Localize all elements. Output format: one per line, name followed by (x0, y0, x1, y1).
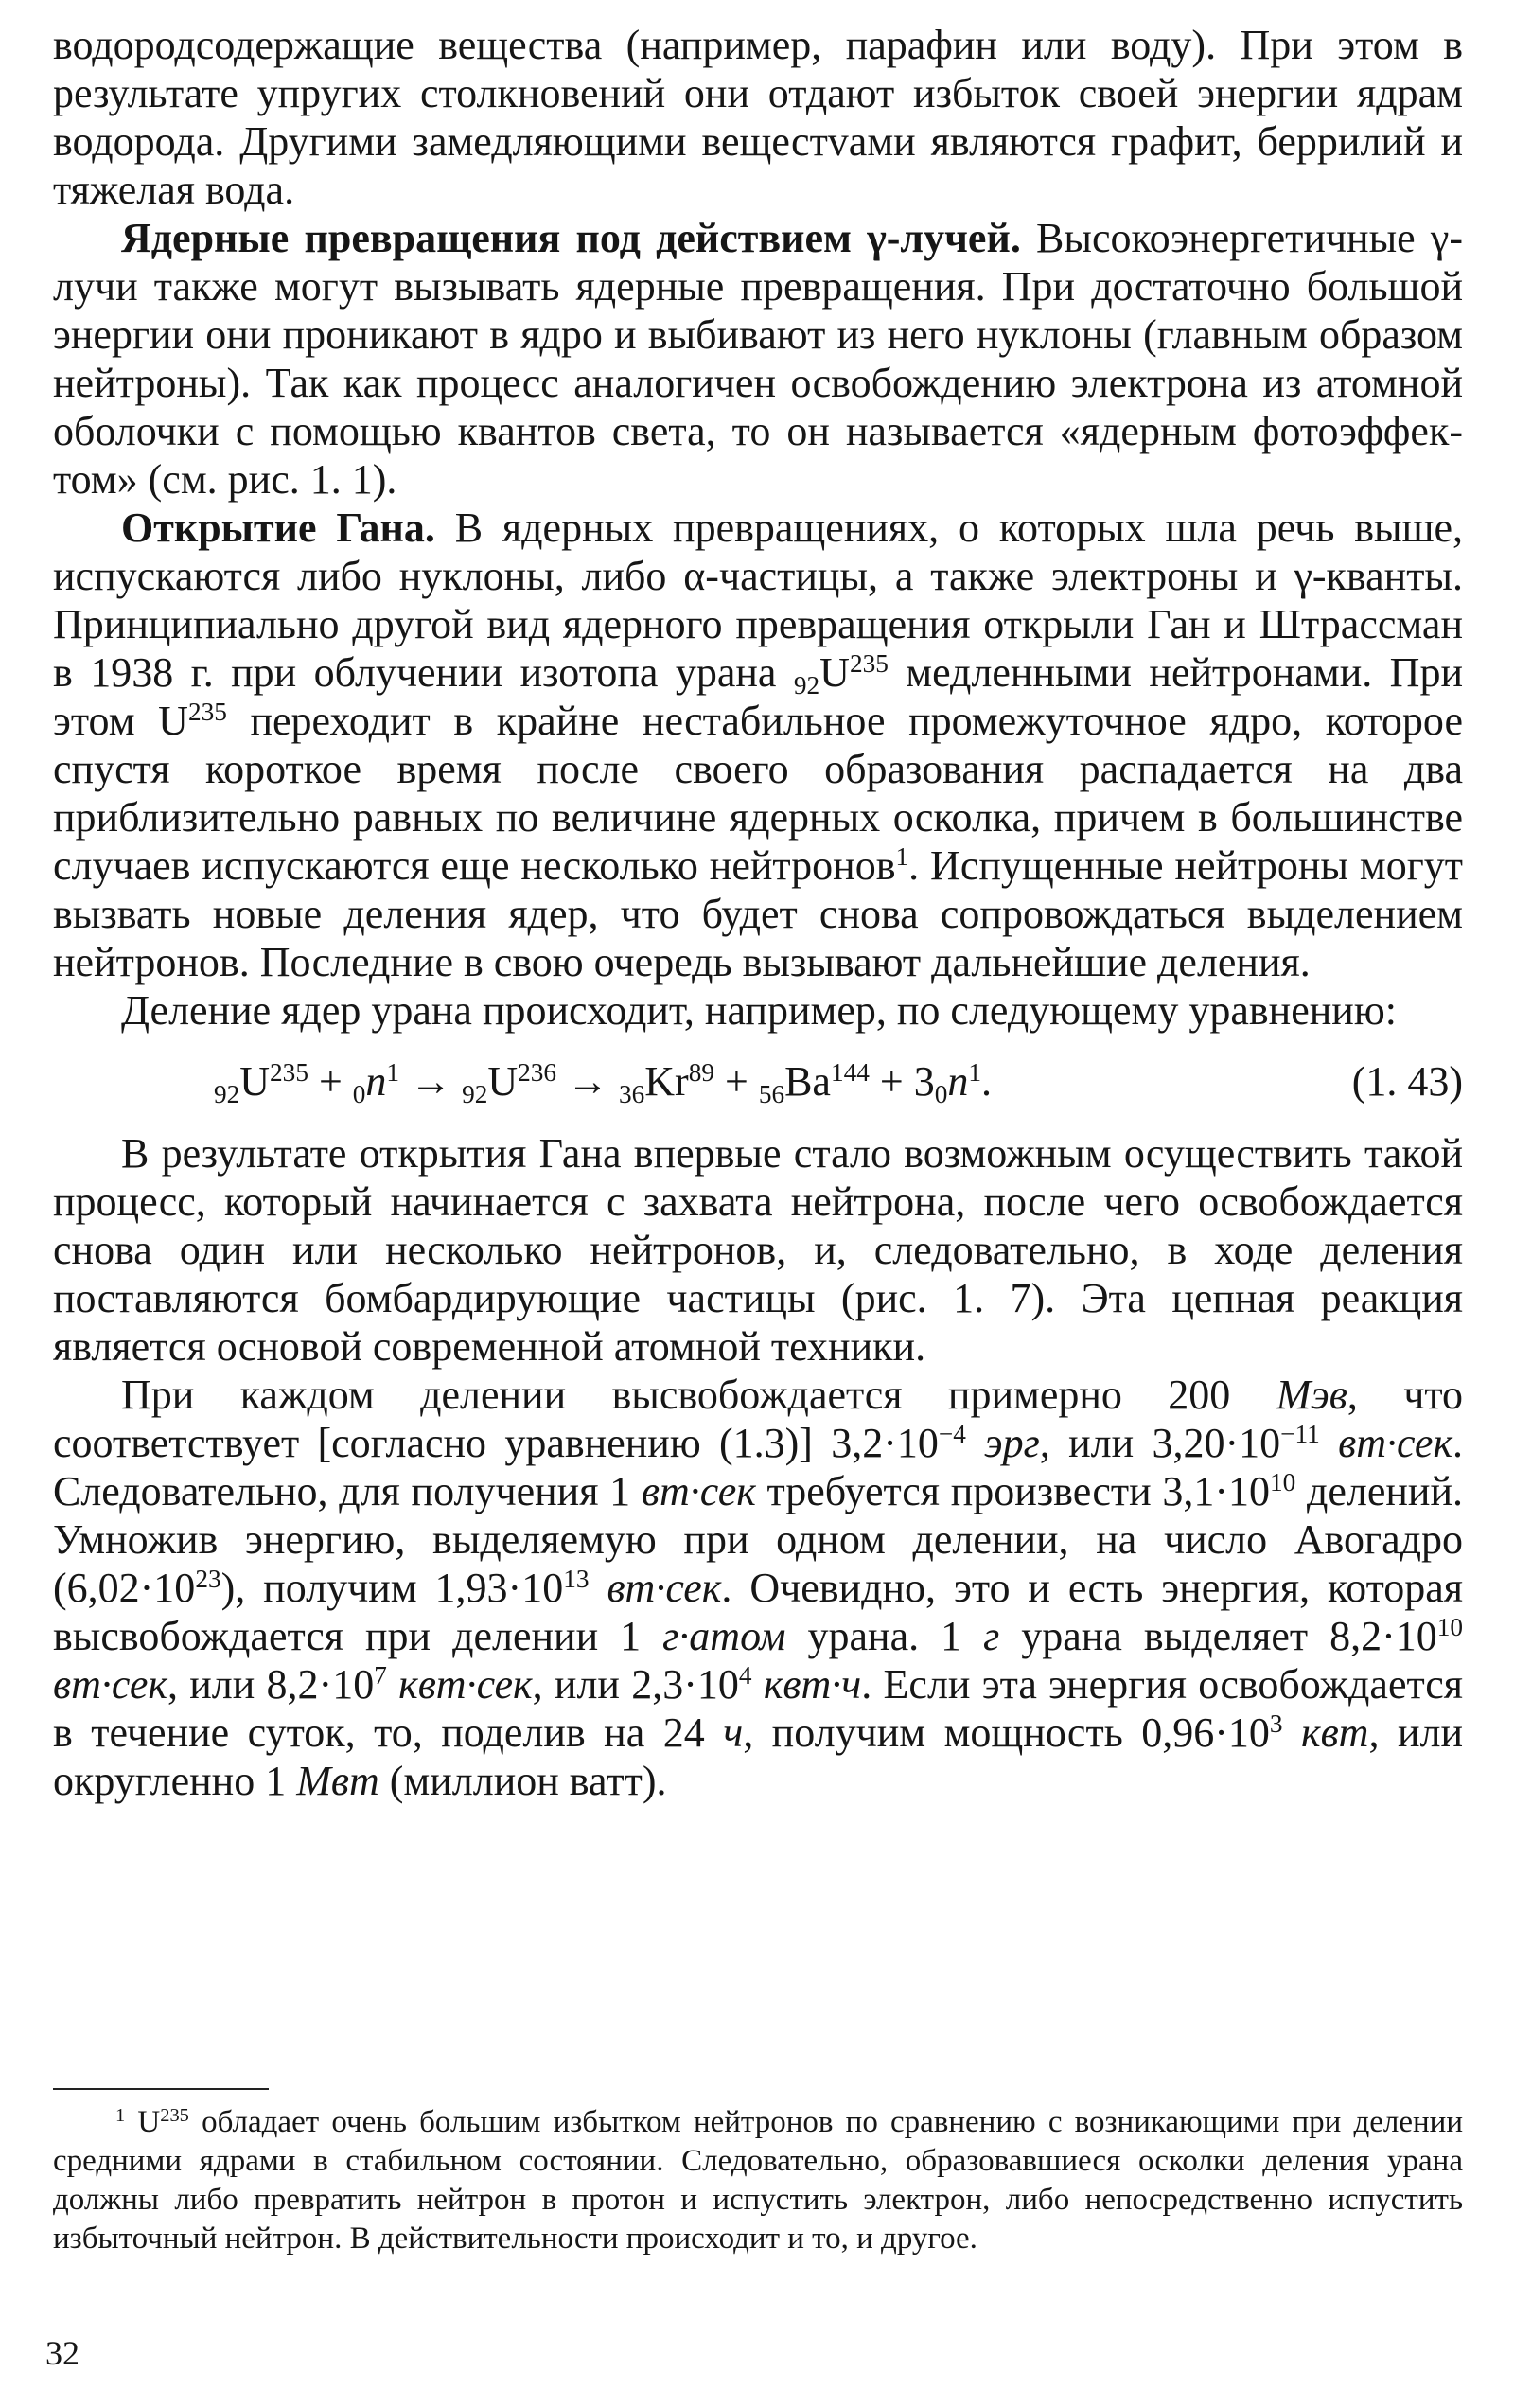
exponent: 10 (1436, 1613, 1464, 1641)
element-symbol: U (125, 2105, 161, 2139)
paragraph-text: , или 2,3·10 (532, 1661, 739, 1708)
mass-number: 144 (830, 1058, 870, 1087)
unit: г (983, 1613, 1000, 1659)
atomic-number: 0 (934, 1080, 948, 1109)
exponent: 4 (738, 1661, 752, 1690)
unit: вт·сек (1338, 1420, 1453, 1466)
paragraph-text: (миллион ватт). (378, 1758, 667, 1804)
paragraph-text: урана. 1 (785, 1613, 984, 1659)
neutron-symbol: n (365, 1058, 387, 1105)
atomic-number: 36 (619, 1080, 645, 1109)
section-heading-hahn: Открытие Гана. (121, 505, 435, 551)
unit: эрг (984, 1420, 1040, 1466)
paragraph-text: , или 3,20·10 (1039, 1420, 1281, 1466)
footnote-reference: 1 (895, 842, 909, 871)
paragraph-text: Деление ядер урана происходит, например, по следующему уравнению: (121, 987, 1397, 1034)
page-number: 32 (45, 2334, 79, 2372)
paragraph-hahn-discovery (53, 504, 1463, 986)
exponent: 3 (1269, 1709, 1283, 1738)
main-text (53, 21, 1463, 1805)
element-symbol: U (239, 1058, 271, 1105)
atomic-number: 0 (352, 1080, 366, 1109)
exponent: 23 (195, 1565, 221, 1593)
section-heading-gamma: Ядерные превращения под действием γ-лучей. (121, 215, 1021, 261)
plus-sign: + (869, 1058, 914, 1105)
plus-sign: + (308, 1058, 353, 1105)
paragraph-text: . Следовательно, для получения 1 (53, 1420, 1464, 1514)
paragraph-equation-intro (53, 986, 1463, 1035)
unit: г·атом (662, 1613, 786, 1659)
atomic-number: 92 (214, 1080, 240, 1109)
element-symbol: Ba (784, 1058, 831, 1105)
paragraph-moderators (53, 21, 1463, 214)
arrow-icon: → (556, 1058, 620, 1105)
unit: квт (1301, 1709, 1369, 1756)
mass-number: 89 (688, 1058, 714, 1087)
footnote-text (53, 2103, 1463, 2258)
equation-number: (1. 43) (1351, 1058, 1463, 1105)
atomic-number: 92 (462, 1080, 488, 1109)
footnote-marker: 1 (115, 2104, 126, 2126)
paragraph-gamma-transformations (53, 214, 1463, 504)
element-symbol: U (487, 1058, 519, 1105)
paragraph-fission-energy (53, 1371, 1463, 1805)
element-symbol: Kr (644, 1058, 689, 1105)
paragraph-text: ), получим 1,93·10 (220, 1565, 564, 1611)
paragraph-text: урана выделяет 8,2·10 (999, 1613, 1437, 1659)
plus-sign: + (713, 1058, 759, 1105)
unit: квт·сек (398, 1661, 533, 1708)
paragraph-text: Высокоэнергетичные γ-лучи также могут вызывать ядерные превращения. При достаточно большой энергии они проникают в ядро и выбивают из него нуклоны (главным образом нейтроны). Так как процесс аналогичен освобождению электрона из атомной оболочки с помощью квантов света, то он называется «ядерным фотоэффектом» (см. рис. 1. 1). (53, 215, 1464, 503)
footnote-body: обладает очень большим избытком нейтронов по сравнению с возникающими при делении средними ядрами в стабильном состоянии. Следовательно, образовавшиеся осколки деления урана должны либо превратить нейтрон в протон и испустить электрон, либо непосредственно испустить избыточный нейтрон. В действительности происходит и то, и другое. (53, 2105, 1463, 2256)
mass-number: 235 (270, 1058, 308, 1087)
exponent: −4 (938, 1420, 966, 1448)
mass-number: 1 (968, 1058, 981, 1087)
fission-equation (53, 1050, 1463, 1116)
mass-number: 235 (160, 2104, 189, 2126)
paragraph-text: водородсодержащие вещества (например, парафин или воду). При этом в результате упругих столкновений они отдают избыток своей энергии ядрам водорода. Другими замедляющими вещестvами являются графит, беррилий и тяжелая вода. (53, 22, 1463, 213)
atomic-number: 56 (758, 1080, 785, 1109)
paragraph-text: медленными нейтронами. При этом U (53, 649, 1464, 744)
arrow-icon: → (399, 1058, 463, 1105)
paragraph-text: . Если эта энергия освобождается в течение суток, то, поделив на 24 (53, 1661, 1464, 1756)
coefficient: 3 (913, 1058, 935, 1105)
exponent: 7 (374, 1661, 387, 1690)
paragraph-text: , получим мощность 0,96·10 (743, 1709, 1270, 1756)
unit: квт·ч (763, 1661, 862, 1708)
element-symbol: U (819, 649, 850, 696)
exponent: 10 (1269, 1468, 1296, 1496)
equation-period: . (980, 1058, 992, 1105)
paragraph-text: В ядерных превращениях, о которых шла речь выше, испускаются либо нуклоны, либо α-частицы, а также электроны и γ-кванты. Принципиально другой вид ядерного превращения открыли Ган и Штрассман в 1938 г. при облучении изотопа урана (53, 505, 1463, 696)
footnote (53, 2103, 1463, 2258)
paragraph-text: , или округленно 1 (53, 1709, 1463, 1804)
neutron-symbol: n (947, 1058, 969, 1105)
paragraph-text: требуется произвести 3,1·10 (755, 1468, 1270, 1514)
unit: Мвт (296, 1758, 379, 1804)
equation-body (214, 1057, 992, 1109)
unit: ч (723, 1709, 744, 1756)
paragraph-text: переходит в крайне нестабильное промежуточное ядро, которое спустя короткое время после своего образования распадается на два приблизительно равных по величине ядерных осколка, причем в большинстве случаев испускаются еще несколько нейтронов (53, 698, 1463, 889)
exponent: 13 (563, 1565, 590, 1593)
mass-number: 235 (187, 698, 227, 726)
paragraph-text: , или 8,2·10 (167, 1661, 375, 1708)
paragraph-text: При каждом делении высвобождается примерно 200 (121, 1372, 1276, 1418)
paragraph-text: . Очевидно, это и есть энергия, которая высвобождается при делении 1 (53, 1565, 1464, 1659)
unit: вт·сек (641, 1468, 756, 1514)
paragraph-chain-reaction (53, 1129, 1463, 1371)
footnote-divider (53, 2088, 269, 2090)
exponent: −11 (1280, 1420, 1320, 1448)
paragraph-text: делений. Умножив энергию, выделяемую при одном делении, на число Авогадро (6,02·10 (53, 1468, 1463, 1611)
paragraph-text: В результате открытия Гана впервые стало возможным осуществить такой процесс, который начинается с захвата нейтрона, после чего освобождается снова один или несколько нейтронов, и, следовательно, в ходе деления поставляются бомбардирующие частицы (рис. 1. 7). Эта цепная реакция является основой современной атомной техники. (53, 1130, 1463, 1370)
mass-number: 1 (386, 1058, 400, 1087)
mass-number: 236 (518, 1058, 557, 1087)
atomic-number: 92 (793, 671, 820, 700)
unit: Мэв (1276, 1372, 1347, 1418)
unit: вт·сек (607, 1565, 722, 1611)
paragraph-text: , что соответствует [согласно уравнению (1.3)] 3,2·10 (53, 1372, 1463, 1466)
mass-number: 235 (849, 649, 889, 678)
paragraph-text: . Испущенные нейтроны могут вызвать новые деления ядер, что будет снова сопровождаться выделением нейтронов. Последние в свою очередь вызывают дальнейшие деления. (53, 842, 1463, 985)
unit: вт·сек (53, 1661, 167, 1708)
